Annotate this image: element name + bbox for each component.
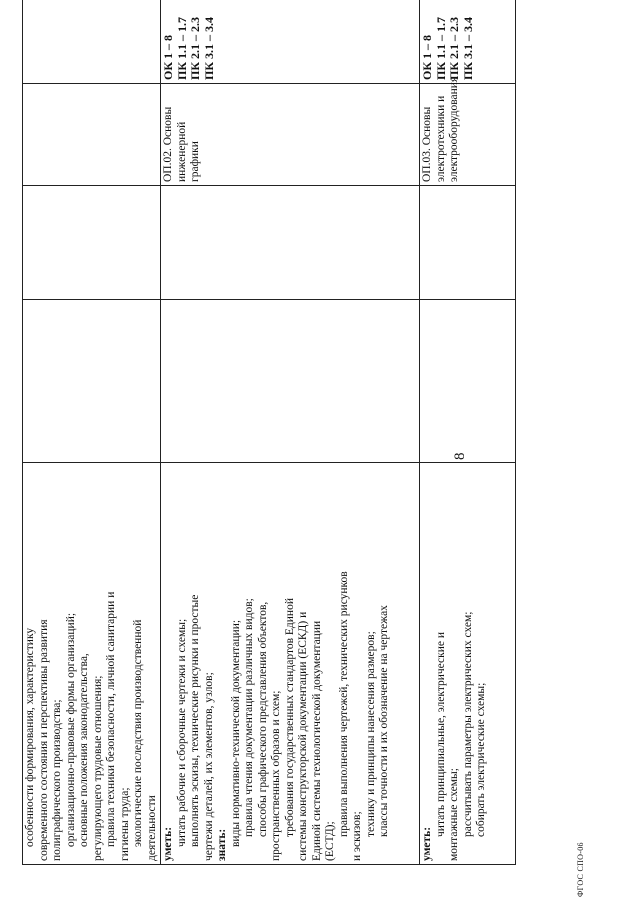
content-line: организационно-правовые формы организаций; <box>64 612 77 847</box>
content-line: особенности формирования, характеристику <box>24 627 36 847</box>
hours-cell <box>23 300 161 463</box>
page-number: 8 <box>452 452 468 460</box>
hours-cell <box>420 300 516 463</box>
content-line: выполнять эскизы, технические рисунки и простые <box>189 594 201 847</box>
competency-code: ОК 1 – 8 <box>420 34 434 80</box>
content-line: классы точности и их обозначение на чертежах <box>378 605 390 837</box>
content-line: полиграфического производства; <box>51 699 63 861</box>
competencies-cell <box>420 0 516 84</box>
discipline-cell: ОП.03. Основы электротехники и электрооборудования <box>420 84 516 186</box>
content-line: и эскизов; <box>351 811 363 861</box>
content-cell <box>161 463 420 865</box>
competency-code: ПК 2.1 – 2.3 <box>188 16 202 80</box>
content-line: (ЕСТД); <box>324 821 336 861</box>
content-line: регулирующего трудовые отношения; <box>91 675 104 861</box>
content-line: читать рабочие и сборочные чертежи и схемы; <box>175 618 188 847</box>
curriculum-table <box>22 0 516 865</box>
content-line: гигиены труда; <box>118 787 131 861</box>
content-line: собирать электрические схемы; <box>475 682 487 837</box>
content-line: правила выполнения чертежей, технических рисунков <box>337 571 350 837</box>
content-cell <box>23 463 161 865</box>
section-heading: уметь: <box>162 826 174 861</box>
discipline-cell <box>23 84 161 186</box>
content-line: экологические последствия производственной <box>132 619 144 847</box>
content-line: рассчитывать параметры электрических схем; <box>461 611 474 837</box>
discipline-cell: ОП.02. Основы инженерной графики <box>161 84 420 186</box>
table-row <box>23 0 161 865</box>
competency-code: ПК 3.1 – 3.4 <box>460 16 475 80</box>
content-line: пространственных образов и схем; <box>270 690 282 861</box>
content-cell <box>420 463 516 865</box>
table-row <box>420 0 516 865</box>
table-row <box>161 0 420 865</box>
competency-code: ПК 3.1 – 3.4 <box>201 16 216 80</box>
content-line: правила техники безопасности, личной санитарии и <box>105 591 117 847</box>
content-line: деятельности <box>145 795 158 861</box>
content-line: читать принципиальные, электрические и <box>434 631 447 837</box>
section-heading: уметь: <box>421 826 433 861</box>
content-line: требования государственных стандартов Единой <box>283 598 296 837</box>
content-line: технику и принципы нанесения размеров; <box>364 631 377 837</box>
content-line: способы графического представления объектов, <box>256 601 269 837</box>
section-heading: знать: <box>216 828 228 861</box>
total-hours-cell <box>161 186 420 300</box>
content-line: Единой системы технологической документации <box>310 620 323 861</box>
content-line: основные положения законодательства, <box>78 653 90 847</box>
competencies-cell <box>161 0 420 84</box>
content-line: правила чтения документации различных видов; <box>243 598 255 837</box>
total-hours-cell <box>23 186 161 300</box>
content-line: монтажные схемы; <box>448 768 460 861</box>
page-footer: ФГОС СПО-06 <box>576 842 585 897</box>
content-line: чертежи деталей, их элементов, узлов; <box>202 672 215 861</box>
competencies-cell <box>23 0 161 84</box>
competency-code: ПК 1.1 – 1.7 <box>433 16 448 80</box>
content-line: виды нормативно-технической документации; <box>229 619 242 847</box>
competency-code: ПК 1.1 – 1.7 <box>174 16 189 80</box>
competency-code: ОК 1 – 8 <box>161 34 175 80</box>
total-hours-cell <box>420 186 516 300</box>
content-line: современного состояния и перспективы развития <box>37 619 50 861</box>
hours-cell <box>161 300 420 463</box>
content-line: системы конструкторской документации (ЕСКД) и <box>297 611 309 861</box>
competency-code: ПК 2.1 – 2.3 <box>447 16 461 80</box>
